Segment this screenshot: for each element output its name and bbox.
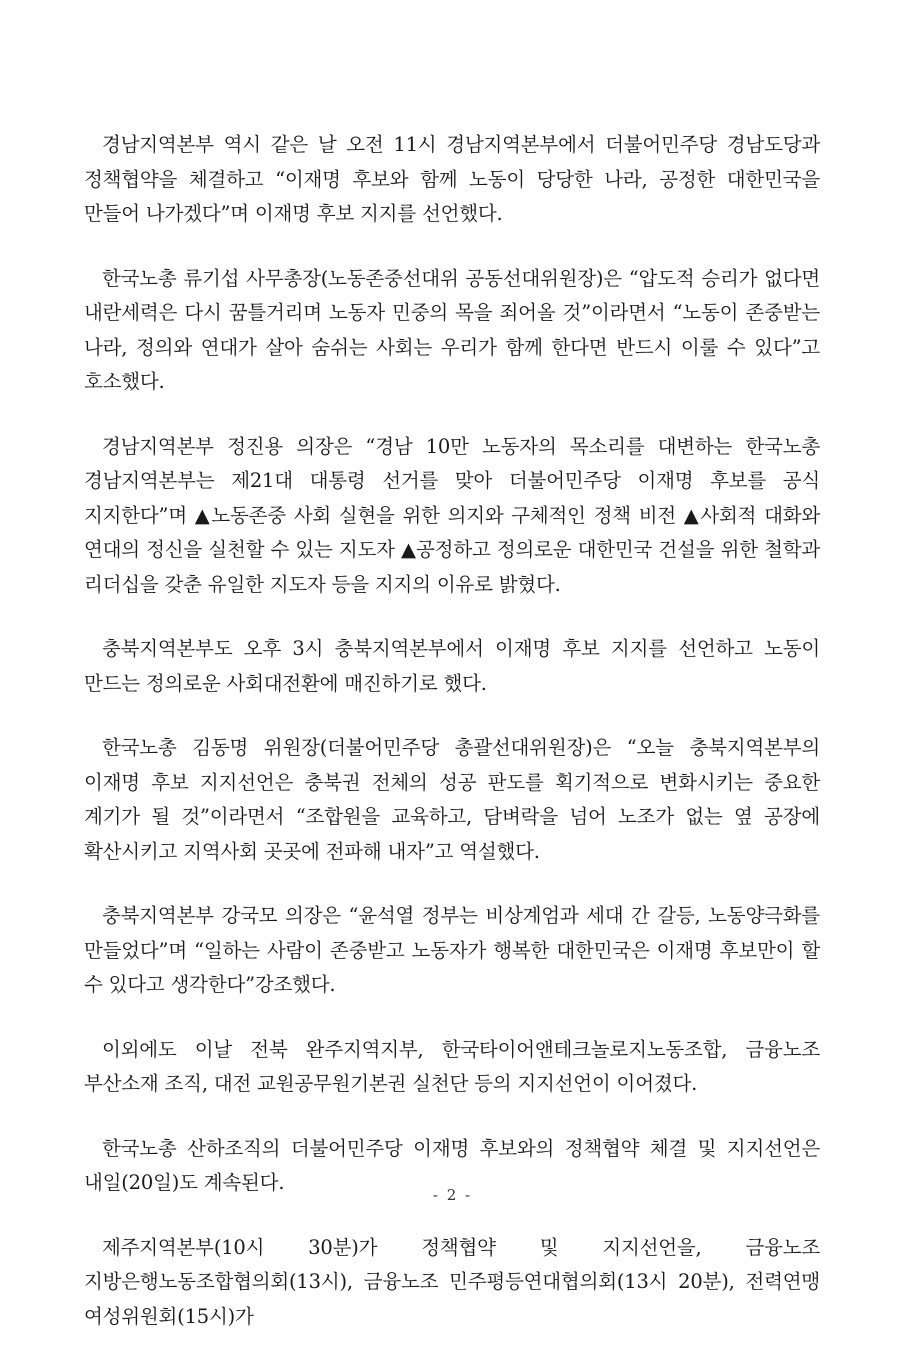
paragraph-secretary-general-quote: 한국노총 류기섭 사무총장(노동존중선대위 공동선대위원장)은 “압도적 승리가 없다면 내란세력은 다시 꿈틀거리며 노동자 민중의 목을 죄어올 것”이라면서 “노동이 존중받는 나라, 정의와 연대가 살아 숨쉬는 사회는 우리가 함께 한다면 반드시 이룰 수 있다”고 호소했다. [84, 266, 820, 393]
paragraph-chungbuk-chair-quote: 충북지역본부 강국모 의장은 “윤석열 정부는 비상계엄과 세대 간 갈등, 노동양극화를 만들었다”며 “일하는 사람이 존중받고 노동자가 행복한 대한민국은 이재명 후보만이 할 수 있다고 생각한다”강조했다. [84, 904, 820, 996]
document-body [84, 128, 820, 1364]
paragraph-president-quote: 한국노총 김동명 위원장(더불어민주당 총괄선대위원장)은 “오늘 충북지역본부의 이재명 후보 지지선언은 충북권 전체의 성공 판도를 획기적으로 변화시키는 중요한 계기가 될 것”이라면서 “조합원을 교육하고, 담벼락을 넘어 노조가 없는 옆 공장에 확산시키고 지역사회 곳곳에 전파해 내자”고 역설했다. [84, 736, 820, 863]
paragraph-schedule: 제주지역본부(10시 30분)가 정책협약 및 지지선언을, 금융노조 지방은행노동조합협의회(13시), 금융노조 민주평등연대협의회(13시 20분), 전력연맹 여성위원회(15시)가 [84, 1235, 820, 1328]
page-number: - 2 - [432, 1186, 473, 1204]
paragraph-gyeongnam-endorsement: 경남지역본부 역시 같은 날 오전 11시 경남지역본부에서 더불어민주당 경남도당과 정책협약을 체결하고 “이재명 후보와 함께 노동이 당당한 나라, 공정한 대한민국을 만들어 나가겠다”며 이재명 후보 지지를 선언했다. [84, 133, 820, 225]
paragraph-other-endorsements: 이외에도 이날 전북 완주지역지부, 한국타이어앤테크놀로지노동조합, 금융노조 부산소재 조직, 대전 교원공무원기본권 실천단 등의 지지선언이 이어졌다. [84, 1037, 820, 1095]
paragraph-continuation-notice: 한국노총 산하조직의 더불어민주당 이재명 후보와의 정책협약 체결 및 지지선언은 내일(20일)도 계속된다. [84, 1136, 820, 1194]
paragraph-chungbuk-endorsement: 충북지역본부도 오후 3시 충북지역본부에서 이재명 후보 지지를 선언하고 노동이 만드는 정의로운 사회대전환에 매진하기로 했다. [84, 637, 820, 695]
paragraph-gyeongnam-chair-quote: 경남지역본부 정진용 의장은 “경남 10만 노동자의 목소리를 대변하는 한국노총 경남지역본부는 제21대 대통령 선거를 맞아 더불어민주당 이재명 후보를 공식 지지한다”며 ▲노동존중 사회 실현을 위한 의지와 구체적인 정책 비전 ▲사회적 대화와 연대의 정신을 실천할 수 있는 지도자 ▲공정하고 정의로운 대한민국 건설을 위한 철학과 리더십을 갖춘 유일한 지도자 등을 지지의 이유로 밝혔다. [84, 434, 820, 596]
